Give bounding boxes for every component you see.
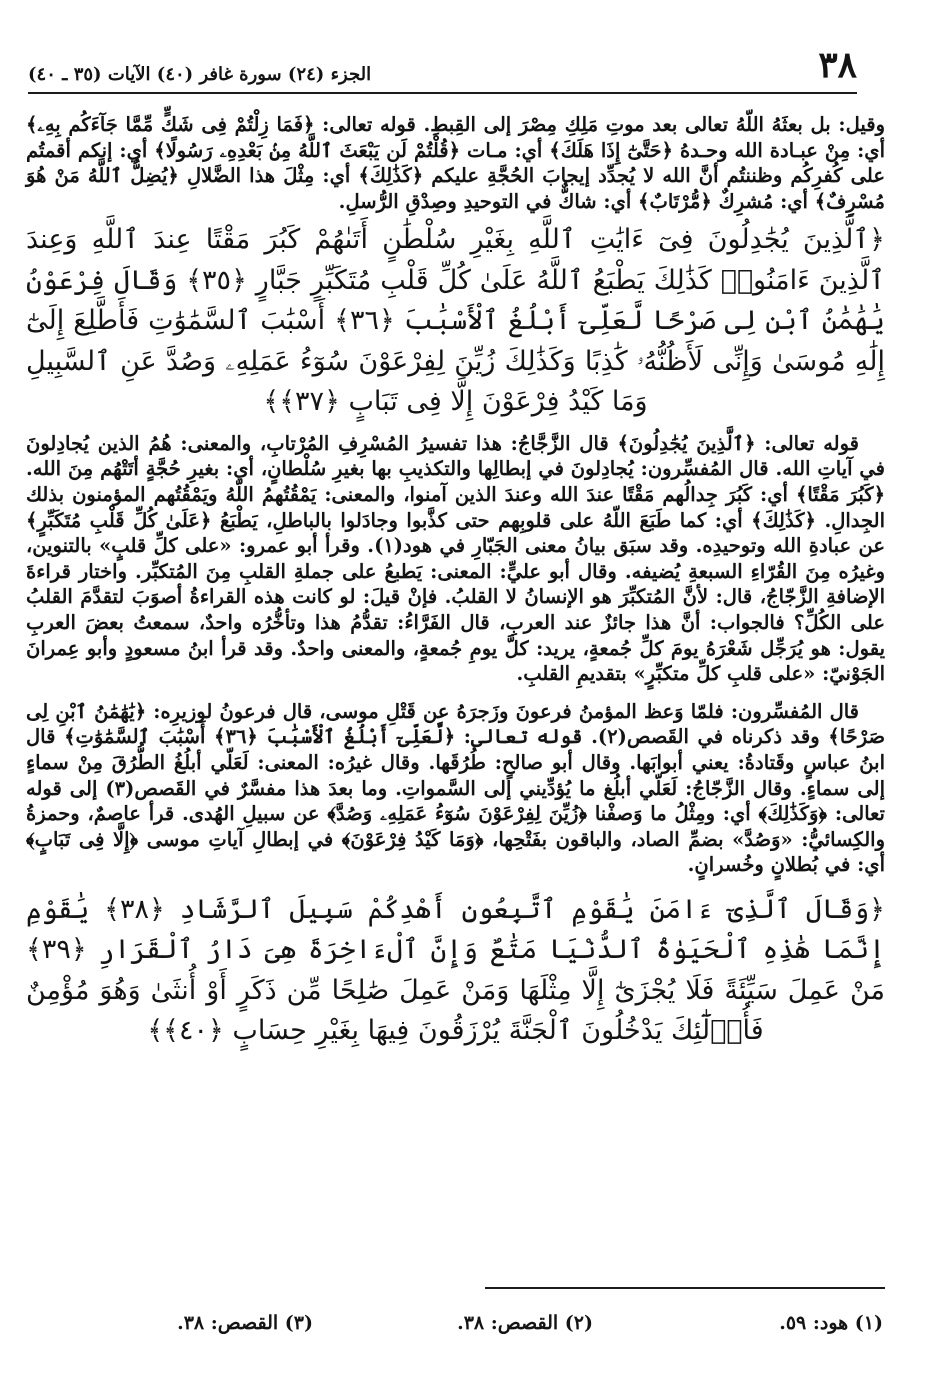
- commentary-paragraph-1: وقيل: بل بعثَهُ اللّهُ تعالى بعد موتِ مَلِكِ مِصْرَ إلى القِبطِ. قوله تعالى: ﴿فَمَا زِلْتُمْ فِى شَكٍّ مِّمَّا جَآءَكُم بِهِۦ﴾ أي: مِنْ عبـادة الله وحـدهُ ﴿حَتَّىٰٓ إِذَا هَلَكَ﴾ أي: مـات ﴿قُلْتُمْ لَن يَبْعَثَ ٱللَّهُ مِنۢ بَعْدِهِۦ رَسُولًا﴾ أي: إنكم أقمتُم على كُفرِكُم وظننتُم أنَّ الله لا يُجدِّد إيجابَ الحُجَّةِ عليكم ﴿كَذَٰلِكَ﴾ أي: مِثْلَ هذا الضَّلالِ ﴿يُضِلُّ ٱللَّهُ مَنْ هُوَ مُسْرِفٌ﴾ أي: مُشرِكٌ ﴿مُّرْتَابٌ﴾ أي: شاكٌّ في التوحيدِ وصِدْقِ الرُّسلِ.: [26, 113, 885, 213]
- footnote-1: (١) هود: ٥٩.: [779, 1312, 883, 1334]
- page-number: ٣٨: [818, 44, 857, 86]
- running-title: الجزء (٢٤) سورة غافر (٤٠) الآيات (٣٥ ـ ٤٠): [28, 64, 372, 85]
- quran-verses-38-40: ﴿وَقَالَ ٱلَّذِىٓ ءَامَنَ يَٰقَوْمِ ٱتَّبِعُونِ أَهْدِكُمْ سَبِيلَ ٱلرَّشَادِ ﴿٣٨﴾ يَٰقَوْمِ إِنَّمَا هَٰذِهِ ٱلْحَيَوٰةُ ٱلدُّنْيَا مَتَٰعٌ وَإِنَّ ٱلْءَاخِرَةَ هِىَ دَارُ ٱلْقَرَارِ ﴿٣٩﴾ مَنْ عَمِلَ سَيِّئَةً فَلَا يُجْزَىٰٓ إِلَّا مِثْلَهَا وَمَنْ عَمِلَ صَٰلِحًا مِّن ذَكَرٍ أَوْ أُنثَىٰ وَهُوَ مُؤْمِنٌ فَأُو۟لَٰٓئِكَ يَدْخُلُونَ ٱلْجَنَّةَ يُرْزَقُونَ فِيهَا بِغَيْرِ حِسَابٍ ﴿٤٠﴾﴾: [26, 893, 885, 1047]
- quran-verses-35-37: ﴿ٱلَّذِينَ يُجَٰدِلُونَ فِىٓ ءَايَٰتِ ٱللَّهِ بِغَيْرِ سُلْطَٰنٍ أَتَىٰهُمْ كَبُرَ مَقْتًا عِندَ ٱللَّهِ وَعِندَ ٱلَّذِينَ ءَامَنُوا۟ كَذَٰلِكَ يَطْبَعُ ٱللَّهُ عَلَىٰ كُلِّ قَلْبِ مُتَكَبِّرٍ جَبَّارٍ ﴿٣٥﴾ وَقَالَ فِرْعَوْنُ يَٰهَٰمَٰنُ ٱبْنِ لِى صَرْحًا لَّعَلِّىٓ أَبْلُغُ ٱلْأَسْبَٰبَ ﴿٣٦﴾ أَسْبَٰبَ ٱلسَّمَٰوَٰتِ فَأَطَّلِعَ إِلَىٰٓ إِلَٰهِ مُوسَىٰ وَإِنِّى لَأَظُنُّهُۥ كَٰذِبًا وَكَذَٰلِكَ زُيِّنَ لِفِرْعَوْنَ سُوٓءُ عَمَلِهِۦ وَصُدَّ عَنِ ٱلسَّبِيلِ وَمَا كَيْدُ فِرْعَوْنَ إِلَّا فِى تَبَابٍ ﴿٣٧﴾﴾: [26, 224, 886, 418]
- footnote-divider: [485, 1287, 885, 1289]
- commentary-paragraph-2: قوله تعالى: ﴿ٱلَّذِينَ يُجَٰدِلُونَ﴾ قال الزَّجَّاجُ: هذا تفسيرُ المُسْرِفِ المُرْتابِ، والمعنى: هُمُ الذين يُجادِلونَ في آياتِ الله. قال المُفسِّرون: يُجادِلونَ في إبطالِها والتكذيبِ بها بغيرِ سُلْطانٍ، أي: بغيرِ حُجَّةٍ أتَتْهُم مِنَ الله. ﴿كَبُرَ مَقْتًا﴾ أي: كَبُرَ جِدالُهم مَقْتًا عندَ الله وعندَ الذين آمنوا، والمعنى: يَمْقُتُهمُ اللّهُ ويَمْقُتُهم المؤمنون بذلك الجِدالِ. ﴿كَذَٰلِكَ﴾ أي: كما طَبَعَ اللّهُ على قلوبِهم حتى كذَّبوا وجادَلوا بالباطلِ، يَطْبَعُ ﴿عَلَىٰ كُلِّ قَلْبِ مُتَكَبِّرٍ﴾ عن عبادةِ الله وتوحيدِه. وقد سبَق بيانُ معنى الجَبّارِ في هود(١). وقرأ أبو عمرو: «على كلِّ قلبٍ» بالتنوين، وغيرُه مِنَ القُرّاءِ السبعةِ يُضيفه. وقال أبو عليٍّ: المعنى: يَطبعُ على جملةِ القلبِ مِنَ المُتكبِّر. واختار قراءةَ الإضافةِ الزَّجّاجُ، قال: لأنَّ المُتكبِّرَ هو الإنسانُ لا القلبُ. فإنْ قيلَ: لو كانت هذه القراءةُ أصوَبَ لتقدَّمَ القلبُ على الكُلِّ؟ فالجواب: أنَّ هذا جائزٌ عند العربِ، قال الفَرَّاءُ: تقدُّمُ هذا وتأخُّرُه واحدٌ، سمعتُ بعضَ العربِ يقول: هو يُرَجِّل شَعْرَهُ يومَ كلِّ جُمعةٍ، يريد: كلَّ يومِ جُمعةٍ، والمعنى واحدٌ. وقد قرأ ابنُ مسعودٍ وأبو عِمرانَ الجَوْنيّ: «على قلبِ كلِّ متكبِّرٍ» بتقديمِ القلبِ.: [26, 431, 885, 686]
- footnote-2: (٢) القصص: ٣٨.: [457, 1312, 593, 1334]
- commentary-paragraph-3: قال المُفسِّرون: فلمّا وَعظ المؤمنُ فرعونَ وزَجرَهُ عن قَتْلِ موسى، قال فرعونُ لوزيرِه: ﴿يَٰهَٰمَٰنُ ٱبْنِ لِى صَرْحًا﴾ وقد ذكرناه في القَصص(٢). قوله تعالى: ﴿لَّعَلِّىٓ أَبْلُغُ ٱلْأَسْبَٰبَ ﴿٣٦﴾ أَسْبَٰبَ ٱلسَّمَٰوَٰتِ﴾ قال ابنُ عباسٍ وقَتادةُ: يعني أبوابَها. وقال أبو صالحٍ: طُرُقَها. وقال غيرُه: المعنى: لَعَلّي أبلُغُ الطُّرُقَ مِنْ سماءٍ إلى سماءٍ. وقال الزَّجّاجُ: لَعَلّي أبلُغ ما يُؤدِّيني إلى السَّمواتِ. وما بعدَ هذا مفسَّرٌ في القَصص(٣) إلى قوله تعالى: ﴿وَكَذَٰلِكَ﴾ أي: ومِثْلُ ما وَصفْنا ﴿زُيِّنَ لِفِرْعَوْنَ سُوٓءُ عَمَلِهِۦ وَصُدَّ﴾ عن سبيلِ الهُدى. قرأ عاصمٌ، وحمزةُ والكِسائيُّ: «وَصُدَّ» بضمِّ الصاد، والباقون بفَتْحِها، ﴿وَمَا كَيْدُ فِرْعَوْنَ﴾ في إبطالِ آياتِ موسى ﴿إِلَّا فِى تَبَابٍ﴾ أي: في بُطلانٍ وخُسرانٍ.: [26, 699, 886, 877]
- page-body: [26, 112, 885, 1052]
- page-header: [28, 44, 857, 94]
- footnote-3: (٣) القصص: ٣٨.: [177, 1312, 313, 1334]
